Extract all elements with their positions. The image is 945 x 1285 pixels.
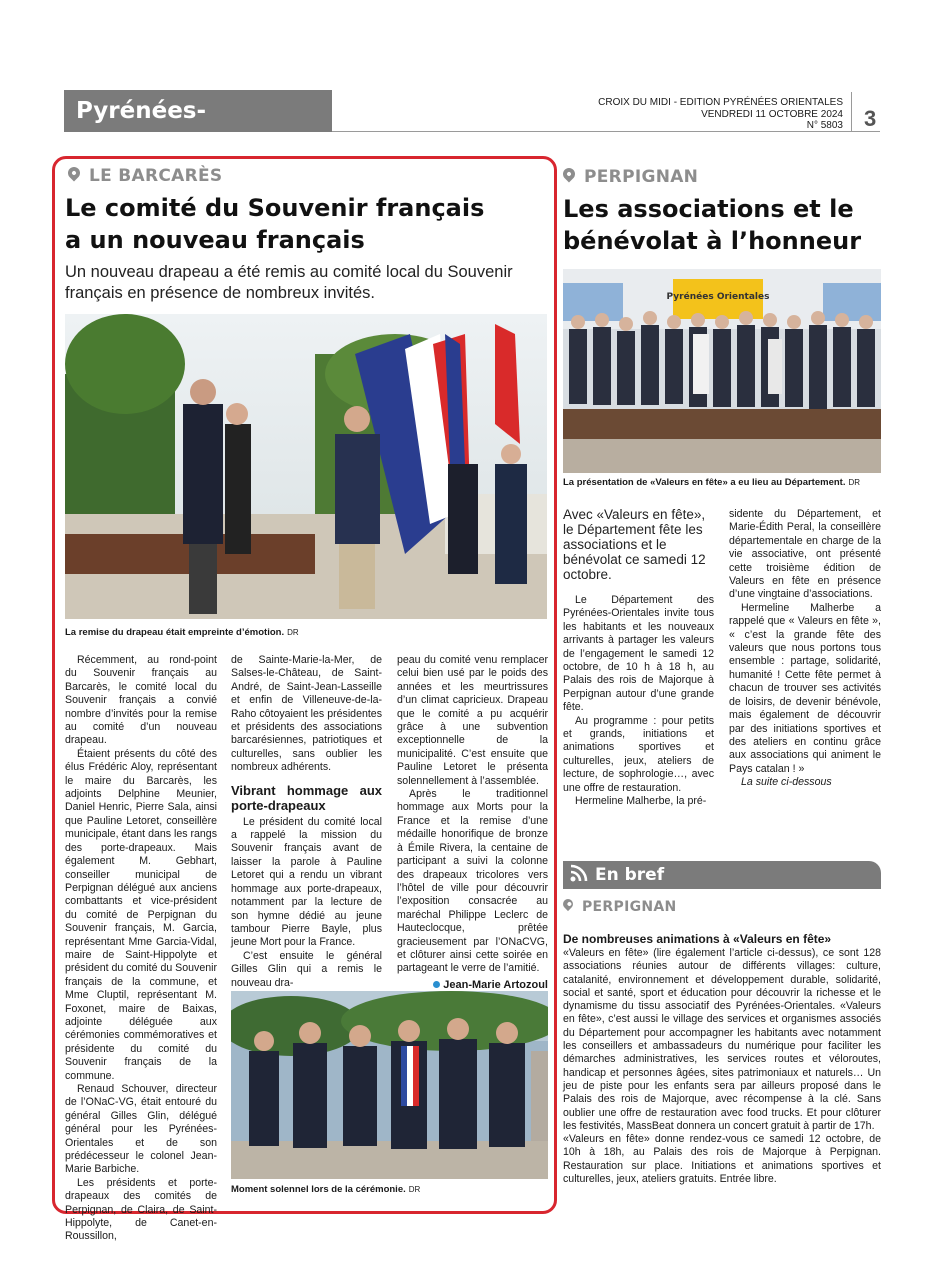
article2-photo-caption: La présentation de «Valeurs en fête» a eu lieu au Département. DR (563, 477, 861, 488)
masthead-issue: N° 5803 (806, 120, 843, 131)
article1-subhead: Vibrant hommage aux porte-drapeaux (231, 782, 382, 813)
location-pin-icon (66, 165, 83, 182)
article1-location: LE BARCARÈS (68, 166, 222, 186)
article1-column-1 (65, 654, 217, 1244)
article1-photo2-caption: Moment solennel lors de la cérémonie. DR (231, 1184, 421, 1195)
rss-icon (569, 863, 589, 883)
article1-column-3 (397, 654, 548, 992)
group-ceremony-image (231, 991, 548, 1179)
paragraph: Étaient présents du côté des élus Frédéric Aloy, représentant le maire du Barcarès, les adjoints Delphine Meunier, Daniel Henric, Pierre Sala, ainsi que Pauline Letoret, conseillère municipale, étant dans les rangs des porte-drapeaux. Mais également M. Gebhart, conseiller municipal de Perpignan délégué aux anciens combattants et vice-président du comité de Perpignan du Souvenir français, M. Garcia, représentant Mme Garcia-Vidal, maire de Saint-Hippolyte et président du comité du Souvenir français de la commune, et Mme Cluptil, représentant M. Foxonet, maire de Baixas, adjointe déléguée aux cérémonies commémoratives et présidente du comité du Souvenir français de la commune. (65, 747, 217, 1082)
paragraph: peau du comité venu remplacer celui bien usé par le poids des années et les meurtrissures d’un climat capricieux. Drapeau que le comité a pu acquérir grâce à une subvention exceptionnelle de la municipalité. C’est ensuite que Pauline Letoret le présenta solennellement à l’assemblée. (397, 654, 548, 787)
location-pin-icon (561, 897, 575, 911)
header-divider (851, 92, 852, 131)
paragraph: C’est ensuite le général Gilles Glin qui a remis le nouveau dra- (231, 949, 382, 989)
associations-group-image (563, 269, 881, 473)
article1-photo-group-ceremony (231, 991, 548, 1179)
paragraph: Récemment, au rond-point du Souvenir français au Barcarès, le comité local du Souvenir français a convié nombre d’invités pour la remise au comité d’un nouveau drapeau. (65, 654, 217, 747)
paragraph: «Valeurs en fête» donne rendez-vous ce samedi 12 octobre, de 10h à 18h, au Palais des rois de Majorque à Perpignan. Restauration sur place. Initiations et animations sportives et culturelles, jeux, ateliers gratuits. Entrée libre. (563, 1133, 881, 1186)
article2-headline: Les associations et le bénévolat à l’honneur (563, 195, 862, 255)
article1-photo-flag-ceremony (65, 314, 547, 619)
article1-column-2 (231, 654, 382, 990)
section-title: Pyrénées-Orientales (64, 90, 332, 132)
page-number: 3 (864, 106, 877, 131)
article2-photo-group (563, 269, 881, 473)
paragraph: sidente du Département, et Marie-Édith Peral, la conseillère départementale en charge de la vie associative, ont présenté cette troisième édition de Valeurs en fête en présence d’une vingtaine d’associations. (729, 508, 881, 601)
paragraph: Les présidents et porte-drapeaux des comités de Perpignan, de Claira, de Saint-Hippolyte, de Canet-en-Roussillon, (65, 1176, 217, 1243)
article1-photo1-caption: La remise du drapeau était empreinte d’émotion. DR (65, 627, 299, 638)
masthead-publication: CROIX DU MIDI - EDITION PYRÉNÉES ORIENTALES (598, 97, 843, 108)
paragraph: Renaud Schouver, directeur de l’ONaC-VG, était entouré du général Gilles Glin, délégué général pour les Pyrénées-Orientales et de son prédécesseur le colonel Jean-Marie Barbiche. (65, 1083, 217, 1176)
paragraph: Le Département des Pyrénées-Orientales invite tous les habitants et les nouveaux arrivants à partager les valeurs de l’engagement le samedi 12 octobre, de 10 h à 18 h, au Palais des rois de Majorque à Perpignan autour d’une grande fête. (563, 594, 714, 714)
en-bref-header: En bref (563, 861, 881, 889)
paragraph: de Sainte-Marie-la-Mer, de Salses-le-Château, de Saint-André, de Saint-Jean-Lasseille et enfin de Villeneuve-de-la-Raho côtoyaient les présidentes et présidents des associations barcarésiennes, patriotiques et culturelles, sans oublier les nombreux adhérents. (231, 654, 382, 774)
location-pin-icon (561, 166, 578, 183)
article2-column-2 (729, 508, 881, 790)
paragraph: Au programme : pour petits et grands, initiations et animations sportives et culturelles, jeux, ateliers de lecture, de sophrologie…, avec une offre de restauration. (563, 714, 714, 794)
paragraph: Le président du comité local a rappelé la mission du Souvenir français avant de laisser la parole à Pauline Letoret qui a rendu un vibrant hommage aux porte-drapeaux, notamment par la lecture de son hymne dédié au jeune tambour Pierre Bayle, plus jeune Mort pour la France. (231, 815, 382, 949)
article1-headline: Le comité du Souvenir français a un nouveau français (65, 194, 485, 254)
banner-text: Pyrénées Orientales (666, 292, 770, 302)
en-bref-body (563, 947, 881, 1186)
article1-byline: Jean-Marie Artozoul (397, 979, 548, 992)
article2-column-1 (563, 594, 714, 809)
paragraph: «Valeurs en fête» (lire également l’article ci-dessus), ce sont 128 associations réunies autour de différents villages: culture, catalanité, environnement et développement durable, solidarité, social et santé, sport et éducation pour découvrir la richesse et le dynamisme du tissu associatif des Pyrénées-Orientales. «Valeurs en fête», c’est aussi le village des services et organismes associés du Département pour accompagner les habitants avec notamment les conseillers et ambassadeurs du numérique pour faciliter les démarches administratives, les services routes et véloroutes, handicap et personnes âgées, sites patrimoniaux et naturels… Un jeu de piste pour les enfants sera par ailleurs proposé dans le Palais des rois de Majorque, avec récompense à la clé. Sans oublier une offre de restauration avec food trucks. Et pour clôturer les festivités, MassBeat donnera un concert gratuit à partir de 17h. (563, 947, 881, 1132)
continued-note: La suite ci-dessous (741, 776, 832, 789)
en-bref-title: De nombreuses animations à «Valeurs en fête» (563, 932, 832, 946)
en-bref-location: PERPIGNAN (563, 899, 677, 915)
article2-location: PERPIGNAN (563, 167, 698, 187)
article1-lede: Un nouveau drapeau a été remis au comité local du Souvenir français en présence de nombreux invités. (65, 263, 513, 302)
paragraph: Hermeline Malherbe, la pré- (575, 795, 707, 808)
article2-intro: Avec «Valeurs en fête», le Département fête les associations et le bénévolat ce samedi 12 octobre. (563, 507, 706, 582)
paragraph: Après le traditionnel hommage aux Morts pour la France et la remise d’une médaille honorifique de bronze à Émile Rivera, la centaine de participant a suivi la colonne des drapeaux tricolores vers l’hôtel de ville pour découvrir l’exposition consacrée au maréchal Philippe Leclerc de Hauteclocque, prêtée gracieusement par l’ONaCVG, et clôturer ainsi cette soirée en partageant le verre de l’amitié. (397, 788, 548, 975)
flag-ceremony-image (65, 314, 547, 619)
byline-dot-icon (433, 981, 440, 988)
paragraph: Hermeline Malherbe a rappelé que « Valeurs en fête », « c’est la grande fête des valeurs que nous portons tous ensemble : partage, solidarité, humanité ! Cette fête permet à chacun de trouver ses activités de loisirs, de devenir bénévole, mais également de découvrir par des initiations sportives et des ateliers en continu grâce aux associations qui animent le Pays catalan ! » (729, 601, 881, 775)
masthead (598, 97, 843, 132)
masthead-date: VENDREDI 11 OCTOBRE 2024 (701, 108, 843, 120)
